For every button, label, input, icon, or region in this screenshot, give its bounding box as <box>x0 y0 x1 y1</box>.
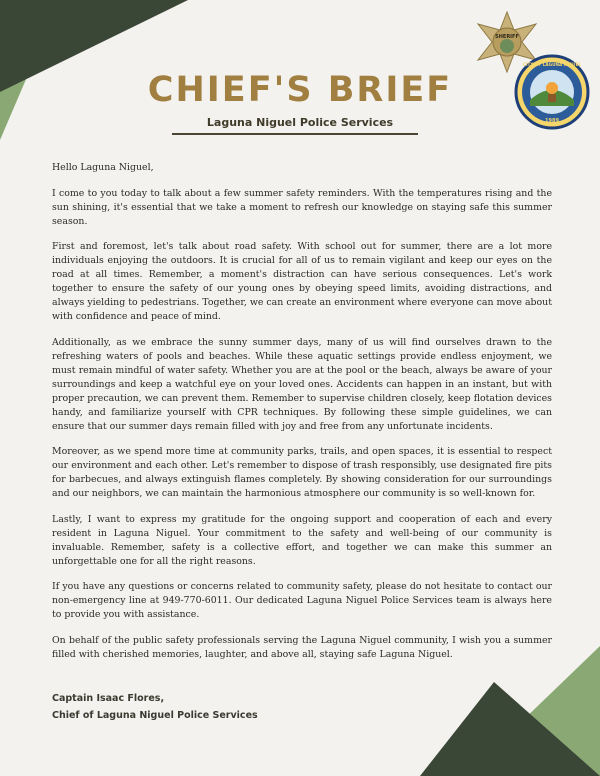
city-seal-year: 1989 <box>545 118 559 124</box>
city-seal <box>516 56 588 128</box>
letter-paragraph: Moreover, as we spend more time at community parks, trails, and open spaces, it is essential to respect our environment and each other. Let's remember to dispose of trash responsibly, use designated fire pits for barbecues, and always extinguish flames completely. By showing consideration for our surroundings and our neighbors, we can maintain the harmonious atmosphere our community is so well-known for. <box>52 446 552 499</box>
letter-greeting: Hello Laguna Niguel, <box>52 162 154 173</box>
letter-paragraph: Additionally, as we embrace the sunny summer days, many of us will find ourselves drawn to the refreshing waters of pools and beaches. While these aquatic settings provide endless enjoyment, we must remain mindful of water safety. Whether you are at the pool or the beach, always be aware of your surroundings and keep a watchful eye on your loved ones. Accidents can happen in an instant, but with proper precaution, we can prevent them. Remember to supervise children closely, keep flotation devices handy, and familiarize yourself with CPR techniques. By following these simple guidelines, we can ensure that our summer days remain filled with joy and free from any unfortunate incidents. <box>52 336 552 432</box>
page-title: CHIEF'S BRIEF <box>147 70 453 110</box>
page-subtitle: Laguna Niguel Police Services <box>206 116 394 129</box>
signature-name: Captain Isaac Flores, <box>52 693 165 704</box>
letter-body <box>52 161 552 673</box>
seals-group <box>464 10 592 130</box>
letter-paragraph: First and foremost, let's talk about road safety. With school out for summer, there are a lot more individuals enjoying the outdoors. It is crucial for all of us to remain vigilant and keep our eyes on the road at all times. Remember, a moment's distraction can have serious consequences. Let's work together to ensure the safety of our young ones by obeying speed limits, avoiding distractions, and always yielding to pedestrians. Together, we can create an environment where everyone can move about with confidence and peace of mind. <box>52 241 552 322</box>
signature-block <box>52 690 258 724</box>
letter-paragraph: I come to you today to talk about a few summer safety reminders. With the temperatures rising and the sun shining, it's essential that we take a moment to refresh our knowledge on staying safe this summer season. <box>52 187 552 227</box>
city-seal-text: CITY OF LAGUNA NIGUEL <box>522 62 582 67</box>
signature-title: Chief of Laguna Niguel Police Services <box>52 710 258 721</box>
letter-paragraph: If you have any questions or concerns related to community safety, please do not hesitate to contact our non-emergency line at 949-770-6011. Our dedicated Laguna Niguel Police Services team is always here to provide you with assistance. <box>52 581 552 620</box>
title-divider <box>172 133 418 135</box>
sheriff-badge-text: SHERIFF <box>495 34 519 40</box>
letter-paragraph: On behalf of the public safety professionals serving the Laguna Niguel community, I wish you a summer filled with cherished memories, laughter, and above all, staying safe Laguna Niguel. <box>52 634 552 660</box>
letter-paragraph: Lastly, I want to express my gratitude for the ongoing support and cooperation of each and every resident in Laguna Niguel. Your commitment to the safety and well-being of our community is invaluable. Remember, safety is a collective effort, and together we can make this summer an unforgettable one for all the right reasons. <box>52 513 552 567</box>
